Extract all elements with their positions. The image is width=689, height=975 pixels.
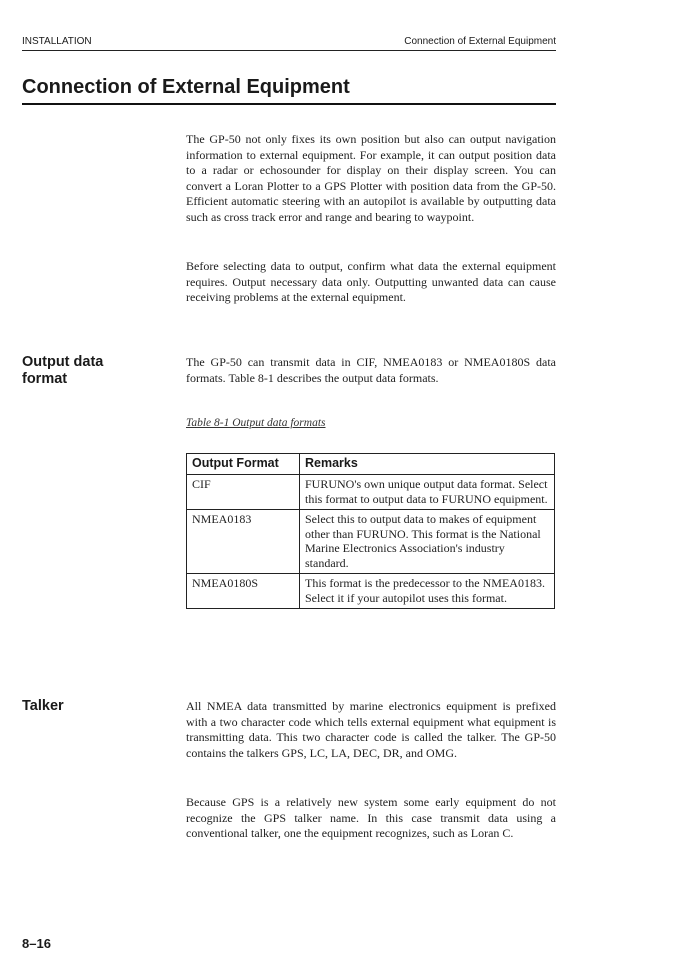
talker-paragraph-2: Because GPS is a relatively new system some early equipment do not recognize the GPS talker name. In this case transmit data using a conventional talker, one the equipment recognizes, such as Loran C. xyxy=(186,795,556,841)
table-header-row xyxy=(187,454,555,475)
output-data-format-heading xyxy=(22,354,162,388)
page-number: 8–16 xyxy=(22,936,51,951)
page-title: Connection of External Equipment xyxy=(22,76,556,105)
output-heading-line-2: format xyxy=(22,371,68,387)
remarks-cell: FURUNO's own unique output data format. Select this format to output data to FURUNO equipment. xyxy=(300,475,555,510)
format-cell: NMEA0183 xyxy=(187,510,300,574)
header-topic-label: Connection of External Equipment xyxy=(404,36,556,47)
table-row xyxy=(187,574,555,609)
format-cell: NMEA0180S xyxy=(187,574,300,609)
table-row xyxy=(187,475,555,510)
format-cell: CIF xyxy=(187,475,300,510)
header-section-label: INSTALLATION xyxy=(22,36,92,47)
talker-heading: Talker xyxy=(22,698,64,714)
output-heading-line-1: Output data xyxy=(22,354,104,370)
column-header-remarks: Remarks xyxy=(300,454,555,475)
remarks-cell: Select this to output data to makes of equipment other than FURUNO. This format is the National Marine Electronics Association's industry standard. xyxy=(300,510,555,574)
table-row xyxy=(187,510,555,574)
column-header-output-format: Output Format xyxy=(187,454,300,475)
intro-paragraph-1: The GP-50 not only fixes its own position but also can output navigation information to external equipment. For example, it can output position data to a radar or echosounder for display on their display screen. You can convert a Loran Plotter to a GPS Plotter with position data from the GP-50. Efficient automatic steering with an autopilot is available by outputting data such as cross track error and range and bearing to waypoint. xyxy=(186,132,556,224)
remarks-cell: This format is the predecessor to the NMEA0183. Select it if your autopilot uses this format. xyxy=(300,574,555,609)
talker-paragraph-1: All NMEA data transmitted by marine electronics equipment is prefixed with a two character code which tells external equipment what equipment is transmitting data. This two character code is called the talker. The GP-50 contains the talkers GPS, LC, LA, DEC, DR, and OMG. xyxy=(186,699,556,760)
intro-paragraph-2: Before selecting data to output, confirm what data the external equipment requires. Output necessary data only. Outputting unwanted data can cause receiving problems at the external equipment. xyxy=(186,259,556,305)
output-format-paragraph: The GP-50 can transmit data in CIF, NMEA0183 or NMEA0180S data formats. Table 8-1 describes the output data formats. xyxy=(186,355,556,385)
table-caption: Table 8-1 Output data formats xyxy=(186,417,326,429)
running-header xyxy=(22,36,556,51)
output-formats-table xyxy=(186,453,555,609)
